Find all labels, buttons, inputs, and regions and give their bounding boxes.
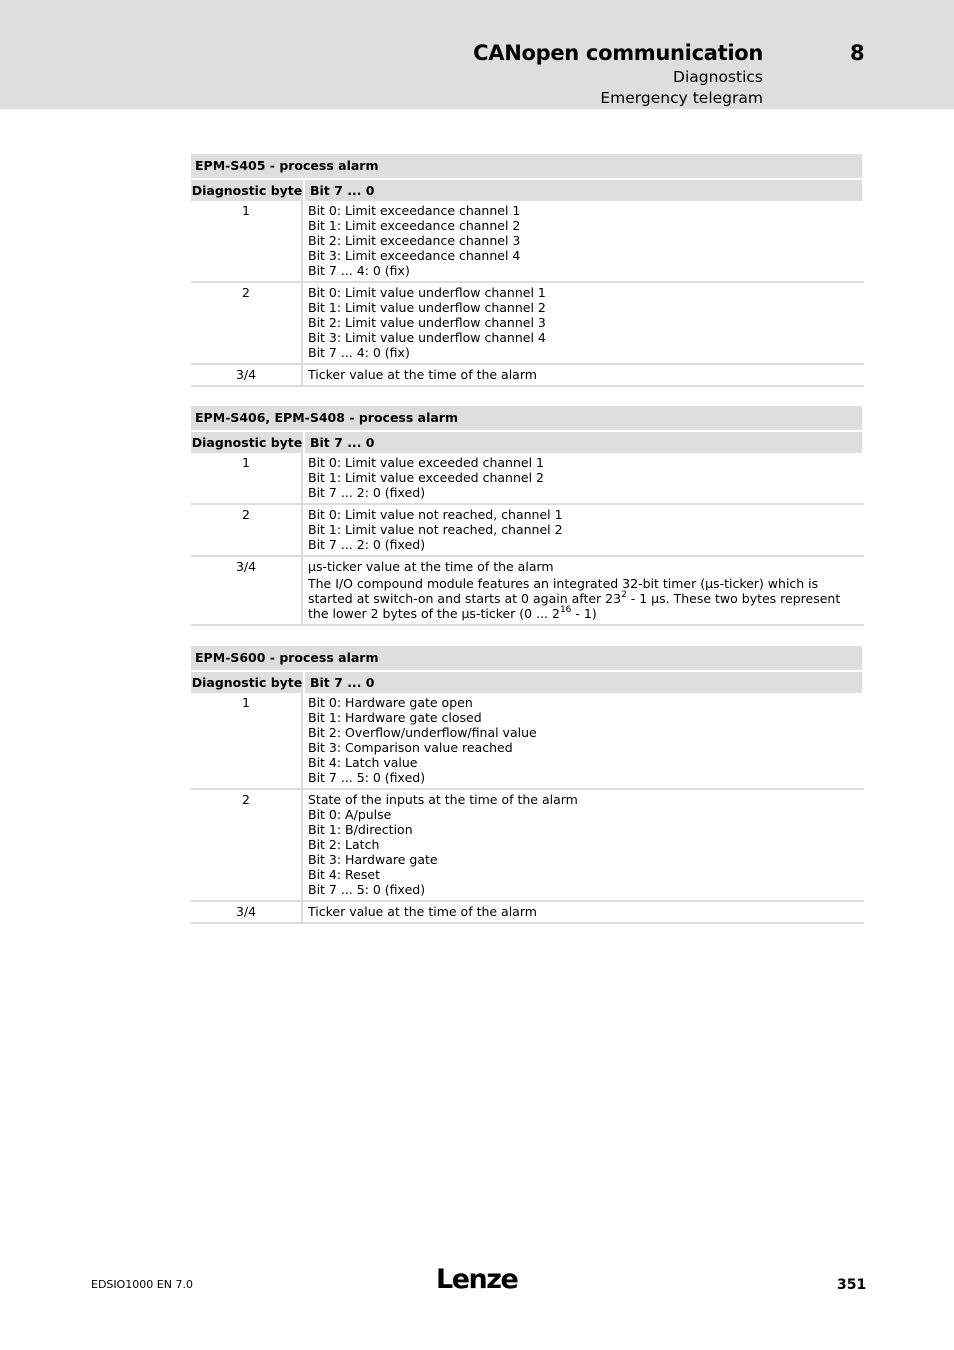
bit-line: Bit 1: Hardware gate closed — [308, 710, 482, 725]
description-cell — [303, 201, 864, 281]
description-cell — [303, 693, 864, 788]
bit-line: Bit 0: Limit value not reached, channel 1 — [308, 507, 563, 522]
bit-line: Bit 3: Hardware gate — [308, 852, 438, 867]
bit-line: Bit 3: Limit exceedance channel 4 — [308, 248, 521, 263]
table-row — [191, 365, 864, 387]
byte-cell: 2 — [191, 505, 303, 555]
table-epm-s405 — [191, 154, 864, 387]
table-row — [191, 790, 864, 902]
bit-line: Bit 0: Limit value underflow channel 1 — [308, 285, 546, 300]
ticker-description — [308, 576, 860, 621]
exponent: 16 — [559, 605, 572, 615]
table-row — [191, 902, 864, 924]
bit-line: Bit 7 ... 4: 0 (fix) — [308, 345, 410, 360]
bit-line: Bit 2: Limit exceedance channel 3 — [308, 233, 521, 248]
table-epm-s406-s408 — [191, 406, 864, 626]
column-header-bits: Bit 7 ... 0 — [305, 432, 862, 453]
bit-line: Ticker value at the time of the alarm — [308, 367, 537, 382]
bit-line: Bit 0: Hardware gate open — [308, 695, 473, 710]
table-header — [191, 180, 864, 201]
bit-line: Bit 7 ... 5: 0 (fixed) — [308, 770, 426, 785]
table-row — [191, 693, 864, 790]
bit-line: Bit 7 ... 4: 0 (fix) — [308, 263, 410, 278]
bit-line: Bit 2: Limit value underflow channel 3 — [308, 315, 546, 330]
exponent: 2 — [621, 590, 627, 600]
table-header — [191, 672, 864, 693]
bit-line: Bit 3: Comparison value reached — [308, 740, 513, 755]
subsection-subtitle: Emergency telegram — [600, 89, 763, 107]
bit-line: Bit 0: A/pulse — [308, 807, 392, 822]
bit-line: Bit 1: Limit exceedance channel 2 — [308, 218, 521, 233]
bit-line: Bit 4: Reset — [308, 867, 380, 882]
bit-line: µs-ticker value at the time of the alarm — [308, 559, 554, 574]
bit-line: Bit 1: Limit value not reached, channel 2 — [308, 522, 563, 537]
page-number: 351 — [837, 1277, 867, 1293]
table-row — [191, 505, 864, 557]
section-subtitle: Diagnostics — [673, 68, 763, 86]
bit-line: Bit 0: Limit exceedance channel 1 — [308, 203, 521, 218]
lenze-logo: Lenze — [436, 1264, 518, 1295]
bit-line: State of the inputs at the time of the alarm — [308, 792, 578, 807]
bit-line: Bit 3: Limit value underflow channel 4 — [308, 330, 546, 345]
table-row — [191, 453, 864, 505]
description-cell — [303, 902, 864, 922]
byte-cell: 1 — [191, 453, 303, 503]
chapter-title: CANopen communication — [473, 41, 763, 65]
byte-cell: 3/4 — [191, 365, 303, 385]
bit-line: Bit 0: Limit value exceeded channel 1 — [308, 455, 544, 470]
bit-line: Bit 1: Limit value exceeded channel 2 — [308, 470, 544, 485]
description-cell — [303, 790, 864, 900]
byte-cell: 2 — [191, 283, 303, 363]
byte-cell: 1 — [191, 201, 303, 281]
column-header-bits: Bit 7 ... 0 — [305, 672, 862, 693]
description-cell — [303, 453, 864, 503]
table-title: EPM-S405 - process alarm — [191, 154, 862, 178]
description-cell — [303, 365, 864, 385]
bit-line: Bit 1: Limit value underflow channel 2 — [308, 300, 546, 315]
ticker-text-part: - 1 µs. These two bytes represent the lower 2 bytes of the µs-ticker (0 ... 2 — [308, 591, 841, 621]
ticker-text-part: - 1) — [571, 606, 597, 621]
description-cell — [303, 283, 864, 363]
column-header-bits: Bit 7 ... 0 — [305, 180, 862, 201]
description-cell — [303, 505, 864, 555]
table-row — [191, 201, 864, 283]
table-epm-s600 — [191, 646, 864, 924]
byte-cell: 2 — [191, 790, 303, 900]
column-header-byte: Diagnostic byte — [191, 432, 303, 453]
table-title: EPM-S600 - process alarm — [191, 646, 862, 670]
document-id: EDSIO1000 EN 7.0 — [91, 1278, 193, 1291]
table-title: EPM-S406, EPM-S408 - process alarm — [191, 406, 862, 430]
column-header-byte: Diagnostic byte — [191, 672, 303, 693]
bit-line: Bit 1: B/direction — [308, 822, 413, 837]
byte-cell: 3/4 — [191, 902, 303, 922]
bit-line: Ticker value at the time of the alarm — [308, 904, 537, 919]
bit-line: Bit 7 ... 2: 0 (fixed) — [308, 537, 426, 552]
table-header — [191, 432, 864, 453]
chapter-number: 8 — [850, 41, 865, 65]
description-cell — [303, 557, 864, 624]
bit-line: Bit 4: Latch value — [308, 755, 418, 770]
bit-line: Bit 7 ... 5: 0 (fixed) — [308, 882, 426, 897]
table-row — [191, 283, 864, 365]
column-header-byte: Diagnostic byte — [191, 180, 303, 201]
bit-line: Bit 2: Overflow/underflow/final value — [308, 725, 537, 740]
bit-line: Bit 7 ... 2: 0 (fixed) — [308, 485, 426, 500]
bit-line: Bit 2: Latch — [308, 837, 380, 852]
table-row — [191, 557, 864, 626]
byte-cell: 1 — [191, 693, 303, 788]
ticker-text-part: The I/O compound module features an integrated 32-bit timer (µs-ticker) which is started at switch-on and starts at 0 again after 23 — [308, 576, 819, 606]
byte-cell: 3/4 — [191, 557, 303, 624]
